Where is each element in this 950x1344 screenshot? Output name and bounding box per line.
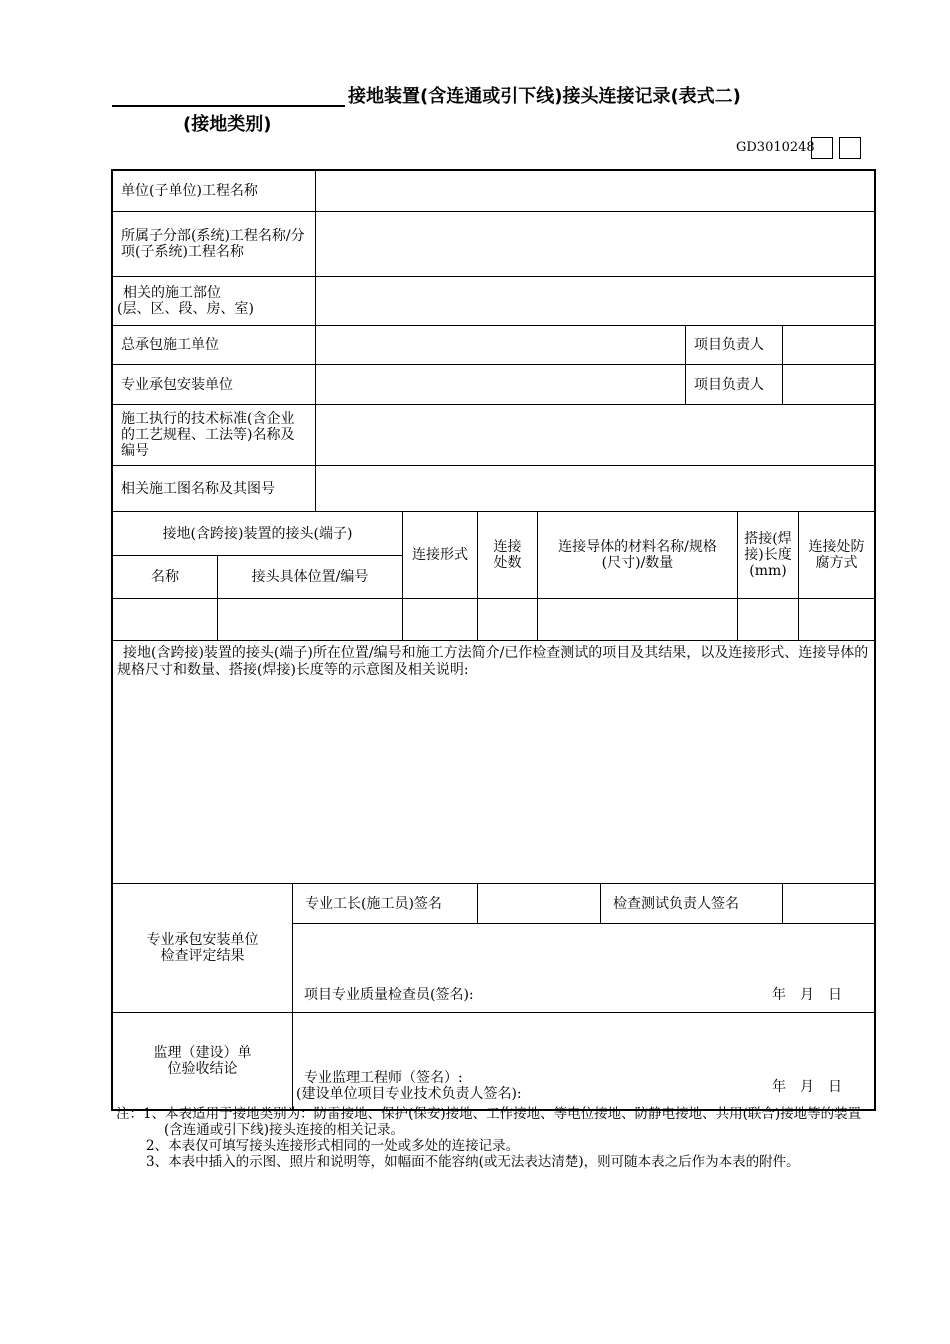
length-cell[interactable] [737, 598, 799, 641]
notes [116, 1106, 868, 1170]
material-cell[interactable] [537, 598, 738, 641]
special-pm-label: 项目负责人 [685, 364, 783, 405]
supervision-date: 年 月 日 [772, 1079, 842, 1095]
code-box-2[interactable] [839, 137, 861, 159]
tester-label: 检查测试负责人签名 [600, 883, 783, 924]
length-header: 搭接(焊接)长度(mm) [737, 511, 799, 599]
location-label [112, 276, 316, 326]
category-blank-line[interactable] [112, 105, 345, 107]
description-text: 接地(含跨接)装置的接头(端子)所在位置/编号和施工方法简介/已作检查测试的项目及其结果，以及连接形式、连接导体的规格尺寸和数量、搭接(焊接)长度等的示意图及相关说明: [117, 645, 869, 678]
category-label: (接地类别) [183, 114, 272, 135]
anticorrosion-header: 连接处防腐方式 [798, 511, 875, 599]
standard-field[interactable] [315, 404, 875, 466]
joint-position-header: 接头具体位置/编号 [217, 555, 403, 599]
contractor-check-label: 专业承包安装单位检查评定结果 [112, 883, 293, 1013]
joint-group-header: 接地(含跨接)装置的接头(端子) [112, 511, 403, 556]
general-pm-label: 项目负责人 [685, 325, 783, 365]
general-pm-field[interactable] [782, 325, 875, 365]
sub-project-field[interactable] [315, 211, 875, 277]
note-2: 2、本表仅可填写接头连接形式相同的一处或多处的连接记录。 [146, 1138, 520, 1154]
drawing-field[interactable] [315, 465, 875, 512]
qc-date: 年 月 日 [772, 987, 842, 1003]
connection-form-header: 连接形式 [402, 511, 478, 599]
special-pm-field[interactable] [782, 364, 875, 405]
form-code: GD3010248 [736, 140, 815, 155]
connection-count-header: 连接处数 [477, 511, 538, 599]
note-1: 注：1、本表适用于接地类别为：防雷接地、保护(保安)接地、工作接地、等电位接地、防静电接地、共用(联合)接地等的装置(含连通或引下线)接头连接的相关记录。 [116, 1106, 862, 1138]
foreman-label: 专业工长(施工员)签名 [292, 883, 478, 924]
supervision-label: 监理（建设）单位验收结论 [112, 1012, 293, 1110]
general-contractor-label: 总承包施工单位 [112, 325, 316, 365]
anticorrosion-cell[interactable] [798, 598, 875, 641]
owner-label: (建设单位项目专业技术负责人签名): [296, 1086, 522, 1102]
connection-form-cell[interactable] [402, 598, 478, 641]
joint-name-header: 名称 [112, 555, 218, 599]
general-contractor-field[interactable] [315, 325, 686, 365]
qc-label: 项目专业质量检查员(签名): [304, 987, 474, 1003]
note-3: 3、本表中插入的示图、照片和说明等，如幅面不能容纳(或无法表达清楚)，则可随本表之后作为本表的附件。 [146, 1154, 800, 1170]
location-label-line2: (层、区、段、房、室) [117, 301, 254, 317]
location-field[interactable] [315, 276, 875, 326]
connection-count-cell[interactable] [477, 598, 538, 641]
standard-label: 施工执行的技术标准(含企业的工艺规程、工法等)名称及编号 [112, 404, 316, 466]
engineer-label: 专业监理工程师（签名）: [304, 1070, 463, 1086]
description-area[interactable] [112, 640, 875, 884]
joint-position-cell[interactable] [217, 598, 403, 641]
unit-project-field[interactable] [315, 170, 875, 212]
special-contractor-field[interactable] [315, 364, 686, 405]
tester-signature[interactable] [782, 883, 875, 924]
form-title: 接地装置(含连通或引下线)接头连接记录(表式二) [348, 86, 741, 107]
unit-project-label: 单位(子单位)工程名称 [112, 170, 316, 212]
material-header: 连接导体的材料名称/规格(尺寸)/数量 [537, 511, 738, 599]
code-box-1[interactable] [811, 137, 833, 159]
drawing-label: 相关施工图名称及其图号 [112, 465, 316, 512]
sub-project-label: 所属子分部(系统)工程名称/分项(子系统)工程名称 [112, 211, 316, 277]
special-contractor-label: 专业承包安装单位 [112, 364, 316, 405]
location-label-line1: 相关的施工部位 [123, 285, 221, 301]
foreman-signature[interactable] [477, 883, 601, 924]
joint-name-cell[interactable] [112, 598, 218, 641]
